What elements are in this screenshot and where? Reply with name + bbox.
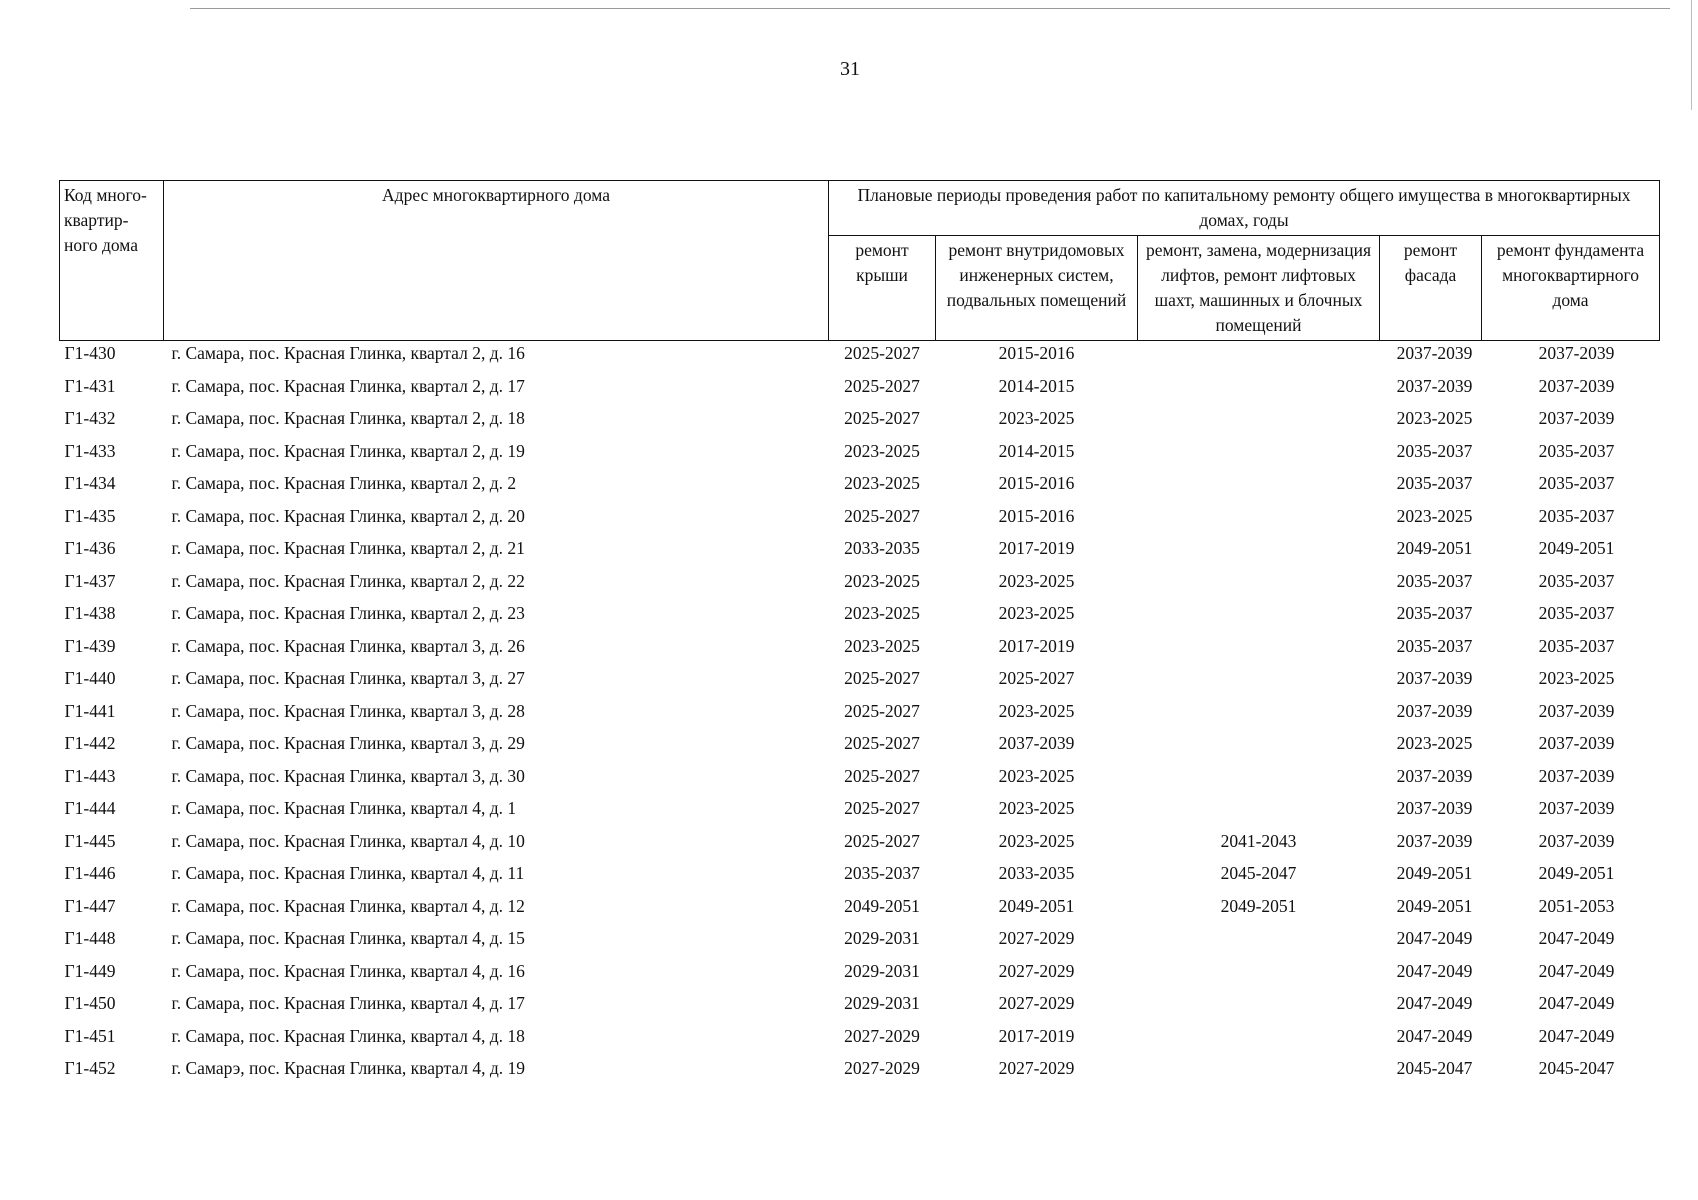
facade-period-cell: 2037-2039 bbox=[1396, 765, 1473, 786]
table-row bbox=[60, 374, 1660, 407]
table-row bbox=[60, 764, 1660, 797]
roof-period-cell: 2033-2035 bbox=[844, 538, 920, 558]
lifts-period-cell bbox=[1138, 1024, 1380, 1057]
roof-period-cell: 2023-2025 bbox=[844, 570, 920, 591]
roof-period-cell: 2025-2027 bbox=[844, 798, 920, 818]
address-cell: г. Самара, пос. Красная Глинка, квартал 3, д. 26 bbox=[171, 635, 525, 656]
table-row bbox=[60, 991, 1660, 1024]
roof-period-cell: 2023-2025 bbox=[844, 473, 920, 493]
facade-period-cell: 2037-2039 bbox=[1396, 830, 1473, 851]
systems-period-cell: 2027-2029 bbox=[998, 1058, 1075, 1078]
table-header bbox=[60, 181, 1660, 341]
foundation-period-cell: 2049-2051 bbox=[1538, 863, 1615, 883]
facade-period-cell: 2037-2039 bbox=[1396, 700, 1473, 721]
table-row bbox=[60, 861, 1660, 894]
address-cell: г. Самара, пос. Красная Глинка, квартал 4, д. 18 bbox=[171, 1025, 525, 1046]
facade-period-cell: 2049-2051 bbox=[1396, 863, 1473, 883]
facade-period-cell: 2047-2049 bbox=[1396, 928, 1473, 948]
facade-period-cell: 2035-2037 bbox=[1396, 570, 1473, 591]
foundation-period-cell: 2035-2037 bbox=[1538, 635, 1615, 656]
header-engineering-systems-repair: ремонт внутридомовых инженерных систем, подвальных помещений bbox=[936, 236, 1138, 341]
scan-right-edge bbox=[1691, 0, 1692, 110]
address-cell: г. Самарэ, пос. Красная Глинка, квартал 4, д. 19 bbox=[171, 1058, 526, 1078]
facade-period-cell: 2023-2025 bbox=[1396, 408, 1473, 428]
systems-period-cell: 2023-2025 bbox=[998, 408, 1075, 428]
address-cell: г. Самара, пос. Красная Глинка, квартал 2, д. 2 bbox=[171, 473, 517, 493]
building-code-cell: Г1-446 bbox=[64, 863, 116, 883]
lifts-period-cell bbox=[1138, 796, 1380, 829]
building-code-cell: Г1-432 bbox=[64, 408, 116, 428]
table-row bbox=[60, 536, 1660, 569]
header-address: Адрес многоквартирного дома bbox=[164, 181, 829, 341]
systems-period-cell: 2017-2019 bbox=[998, 1025, 1075, 1046]
systems-period-cell: 2017-2019 bbox=[998, 538, 1075, 558]
table-row bbox=[60, 634, 1660, 667]
foundation-period-cell: 2037-2039 bbox=[1538, 343, 1615, 363]
systems-period-cell: 2023-2025 bbox=[998, 603, 1075, 623]
lifts-period-cell bbox=[1138, 666, 1380, 699]
capital-repair-schedule-table bbox=[59, 180, 1660, 1089]
building-code-cell: Г1-452 bbox=[64, 1058, 116, 1078]
table-row bbox=[60, 1056, 1660, 1089]
foundation-period-cell: 2047-2049 bbox=[1538, 960, 1615, 981]
foundation-period-cell: 2035-2037 bbox=[1538, 603, 1615, 623]
table-row bbox=[60, 894, 1660, 927]
foundation-period-cell: 2051-2053 bbox=[1538, 895, 1615, 916]
table-row bbox=[60, 959, 1660, 992]
facade-period-cell: 2037-2039 bbox=[1396, 343, 1473, 363]
table-body bbox=[60, 341, 1660, 1089]
systems-period-cell: 2027-2029 bbox=[998, 928, 1075, 948]
foundation-period-cell: 2045-2047 bbox=[1538, 1058, 1615, 1078]
page-number: 31 bbox=[840, 58, 860, 80]
table-row bbox=[60, 926, 1660, 959]
roof-period-cell: 2025-2027 bbox=[844, 668, 920, 688]
roof-period-cell: 2029-2031 bbox=[844, 928, 920, 948]
address-cell: г. Самара, пос. Красная Глинка, квартал 3, д. 28 bbox=[171, 700, 525, 721]
lifts-period-cell: 2041-2043 bbox=[1220, 830, 1297, 851]
roof-period-cell: 2029-2031 bbox=[844, 993, 920, 1013]
lifts-period-cell bbox=[1138, 991, 1380, 1024]
address-cell: г. Самара, пос. Красная Глинка, квартал 2, д. 21 bbox=[171, 538, 525, 558]
systems-period-cell: 2027-2029 bbox=[998, 960, 1075, 981]
building-code-cell: Г1-447 bbox=[64, 895, 116, 916]
lifts-period-cell bbox=[1138, 699, 1380, 732]
address-cell: г. Самара, пос. Красная Глинка, квартал 4, д. 17 bbox=[171, 993, 525, 1013]
table-row bbox=[60, 504, 1660, 537]
foundation-period-cell: 2047-2049 bbox=[1538, 993, 1615, 1013]
table-row bbox=[60, 699, 1660, 732]
facade-period-cell: 2037-2039 bbox=[1396, 375, 1473, 396]
foundation-period-cell: 2047-2049 bbox=[1538, 1025, 1615, 1046]
facade-period-cell: 2037-2039 bbox=[1396, 798, 1473, 818]
lifts-period-cell bbox=[1138, 601, 1380, 634]
systems-period-cell: 2015-2016 bbox=[998, 505, 1075, 526]
roof-period-cell: 2023-2025 bbox=[844, 635, 920, 656]
header-facade-repair: ремонт фасада bbox=[1380, 236, 1482, 341]
address-cell: г. Самара, пос. Красная Глинка, квартал 3, д. 30 bbox=[171, 765, 525, 786]
facade-period-cell: 2023-2025 bbox=[1396, 505, 1473, 526]
header-foundation-repair: ремонт фундамента многоквартирного дома bbox=[1482, 236, 1660, 341]
roof-period-cell: 2025-2027 bbox=[844, 343, 920, 363]
address-cell: г. Самара, пос. Красная Глинка, квартал 2, д. 17 bbox=[171, 375, 525, 396]
systems-period-cell: 2037-2039 bbox=[998, 733, 1075, 753]
roof-period-cell: 2035-2037 bbox=[844, 863, 920, 883]
address-cell: г. Самара, пос. Красная Глинка, квартал 3, д. 29 bbox=[171, 733, 525, 753]
facade-period-cell: 2035-2037 bbox=[1396, 635, 1473, 656]
lifts-period-cell: 2049-2051 bbox=[1220, 895, 1297, 916]
systems-period-cell: 2014-2015 bbox=[998, 375, 1075, 396]
systems-period-cell: 2014-2015 bbox=[998, 440, 1075, 461]
building-code-cell: Г1-435 bbox=[64, 505, 116, 526]
building-code-cell: Г1-443 bbox=[64, 765, 116, 786]
foundation-period-cell: 2049-2051 bbox=[1538, 538, 1615, 558]
header-roof-repair: ремонт крыши bbox=[829, 236, 936, 341]
building-code-cell: Г1-433 bbox=[64, 440, 116, 461]
systems-period-cell: 2017-2019 bbox=[998, 635, 1075, 656]
header-building-code: Код много-квартир-ного дома bbox=[60, 181, 164, 341]
building-code-cell: Г1-437 bbox=[64, 570, 116, 591]
lifts-period-cell bbox=[1138, 634, 1380, 667]
lifts-period-cell: 2045-2047 bbox=[1220, 863, 1297, 883]
table-row bbox=[60, 666, 1660, 699]
address-cell: г. Самара, пос. Красная Глинка, квартал 4, д. 11 bbox=[171, 863, 525, 883]
building-code-cell: Г1-451 bbox=[64, 1025, 116, 1046]
table-row bbox=[60, 731, 1660, 764]
systems-period-cell: 2015-2016 bbox=[998, 473, 1075, 493]
building-code-cell: Г1-438 bbox=[64, 603, 116, 623]
table-row bbox=[60, 829, 1660, 862]
building-code-cell: Г1-449 bbox=[64, 960, 116, 981]
table-row bbox=[60, 1024, 1660, 1057]
systems-period-cell: 2025-2027 bbox=[998, 668, 1075, 688]
foundation-period-cell: 2035-2037 bbox=[1538, 473, 1615, 493]
address-cell: г. Самара, пос. Красная Глинка, квартал 2, д. 16 bbox=[171, 343, 525, 363]
roof-period-cell: 2029-2031 bbox=[844, 960, 920, 981]
roof-period-cell: 2025-2027 bbox=[844, 700, 920, 721]
building-code-cell: Г1-445 bbox=[64, 830, 116, 851]
roof-period-cell: 2025-2027 bbox=[844, 408, 920, 428]
lifts-period-cell bbox=[1138, 1056, 1380, 1089]
address-cell: г. Самара, пос. Красная Глинка, квартал 2, д. 18 bbox=[171, 408, 525, 428]
address-cell: г. Самара, пос. Красная Глинка, квартал 4, д. 12 bbox=[171, 895, 525, 916]
address-cell: г. Самара, пос. Красная Глинка, квартал 2, д. 19 bbox=[171, 440, 525, 461]
facade-period-cell: 2037-2039 bbox=[1396, 668, 1473, 688]
building-code-cell: Г1-431 bbox=[64, 375, 116, 396]
building-code-cell: Г1-430 bbox=[64, 343, 116, 363]
roof-period-cell: 2027-2029 bbox=[844, 1058, 920, 1078]
facade-period-cell: 2049-2051 bbox=[1396, 538, 1473, 558]
foundation-period-cell: 2037-2039 bbox=[1538, 700, 1615, 721]
lifts-period-cell bbox=[1138, 504, 1380, 537]
lifts-period-cell bbox=[1138, 959, 1380, 992]
building-code-cell: Г1-448 bbox=[64, 928, 116, 948]
roof-period-cell: 2049-2051 bbox=[844, 895, 920, 916]
foundation-period-cell: 2035-2037 bbox=[1538, 570, 1615, 591]
facade-period-cell: 2035-2037 bbox=[1396, 473, 1473, 493]
address-cell: г. Самара, пос. Красная Глинка, квартал 2, д. 22 bbox=[171, 570, 525, 591]
building-code-cell: Г1-440 bbox=[64, 668, 116, 688]
roof-period-cell: 2025-2027 bbox=[844, 375, 920, 396]
building-code-cell: Г1-434 bbox=[64, 473, 116, 493]
building-code-cell: Г1-441 bbox=[64, 700, 116, 721]
building-code-cell: Г1-439 bbox=[64, 635, 116, 656]
building-code-cell: Г1-442 bbox=[64, 733, 116, 753]
lifts-period-cell bbox=[1138, 471, 1380, 504]
building-code-cell: Г1-436 bbox=[64, 538, 116, 558]
systems-period-cell: 2023-2025 bbox=[998, 798, 1075, 818]
lifts-period-cell bbox=[1138, 536, 1380, 569]
roof-period-cell: 2025-2027 bbox=[844, 830, 920, 851]
foundation-period-cell: 2035-2037 bbox=[1538, 505, 1615, 526]
roof-period-cell: 2023-2025 bbox=[844, 440, 920, 461]
systems-period-cell: 2033-2035 bbox=[998, 863, 1075, 883]
address-cell: г. Самара, пос. Красная Глинка, квартал 4, д. 10 bbox=[171, 830, 525, 851]
table-row bbox=[60, 341, 1660, 374]
systems-period-cell: 2023-2025 bbox=[998, 700, 1075, 721]
lifts-period-cell bbox=[1138, 926, 1380, 959]
table-row bbox=[60, 471, 1660, 504]
foundation-period-cell: 2037-2039 bbox=[1538, 733, 1615, 753]
systems-period-cell: 2023-2025 bbox=[998, 765, 1075, 786]
roof-period-cell: 2023-2025 bbox=[844, 603, 920, 623]
lifts-period-cell bbox=[1138, 731, 1380, 764]
table-row bbox=[60, 569, 1660, 602]
building-code-cell: Г1-450 bbox=[64, 993, 116, 1013]
roof-period-cell: 2025-2027 bbox=[844, 505, 920, 526]
table-row bbox=[60, 439, 1660, 472]
address-cell: г. Самара, пос. Красная Глинка, квартал 4, д. 1 bbox=[171, 798, 517, 818]
foundation-period-cell: 2047-2049 bbox=[1538, 928, 1615, 948]
facade-period-cell: 2047-2049 bbox=[1396, 1025, 1473, 1046]
lifts-period-cell bbox=[1138, 439, 1380, 472]
building-code-cell: Г1-444 bbox=[64, 798, 116, 818]
systems-period-cell: 2027-2029 bbox=[998, 993, 1075, 1013]
systems-period-cell: 2015-2016 bbox=[998, 343, 1075, 363]
facade-period-cell: 2047-2049 bbox=[1396, 993, 1473, 1013]
facade-period-cell: 2035-2037 bbox=[1396, 440, 1473, 461]
lifts-period-cell bbox=[1138, 764, 1380, 797]
lifts-period-cell bbox=[1138, 406, 1380, 439]
systems-period-cell: 2023-2025 bbox=[998, 830, 1075, 851]
foundation-period-cell: 2035-2037 bbox=[1538, 440, 1615, 461]
address-cell: г. Самара, пос. Красная Глинка, квартал 4, д. 15 bbox=[171, 928, 525, 948]
facade-period-cell: 2035-2037 bbox=[1396, 603, 1473, 623]
address-cell: г. Самара, пос. Красная Глинка, квартал 3, д. 27 bbox=[171, 668, 525, 688]
table-row bbox=[60, 406, 1660, 439]
table-row bbox=[60, 796, 1660, 829]
header-planned-periods: Плановые периоды проведения работ по капитальному ремонту общего имущества в многоквартирных домах, годы bbox=[829, 181, 1660, 236]
address-cell: г. Самара, пос. Красная Глинка, квартал 4, д. 16 bbox=[171, 960, 525, 981]
facade-period-cell: 2047-2049 bbox=[1396, 960, 1473, 981]
foundation-period-cell: 2037-2039 bbox=[1538, 408, 1615, 428]
roof-period-cell: 2025-2027 bbox=[844, 733, 920, 753]
foundation-period-cell: 2037-2039 bbox=[1538, 798, 1615, 818]
lifts-period-cell bbox=[1138, 374, 1380, 407]
lifts-period-cell bbox=[1138, 569, 1380, 602]
foundation-period-cell: 2023-2025 bbox=[1538, 668, 1615, 688]
facade-period-cell: 2049-2051 bbox=[1396, 895, 1473, 916]
systems-period-cell: 2023-2025 bbox=[998, 570, 1075, 591]
scan-top-rule bbox=[190, 8, 1670, 9]
facade-period-cell: 2045-2047 bbox=[1396, 1058, 1473, 1078]
header-lift-repair: ремонт, замена, модернизация лифтов, ремонт лифтовых шахт, машинных и блочных помещений bbox=[1138, 236, 1380, 341]
roof-period-cell: 2025-2027 bbox=[844, 765, 920, 786]
systems-period-cell: 2049-2051 bbox=[998, 895, 1075, 916]
address-cell: г. Самара, пос. Красная Глинка, квартал 2, д. 23 bbox=[171, 603, 525, 623]
foundation-period-cell: 2037-2039 bbox=[1538, 830, 1615, 851]
table-row bbox=[60, 601, 1660, 634]
roof-period-cell: 2027-2029 bbox=[844, 1025, 920, 1046]
address-cell: г. Самара, пос. Красная Глинка, квартал 2, д. 20 bbox=[171, 505, 525, 526]
facade-period-cell: 2023-2025 bbox=[1396, 733, 1473, 753]
lifts-period-cell bbox=[1138, 341, 1380, 374]
foundation-period-cell: 2037-2039 bbox=[1538, 765, 1615, 786]
foundation-period-cell: 2037-2039 bbox=[1538, 375, 1615, 396]
